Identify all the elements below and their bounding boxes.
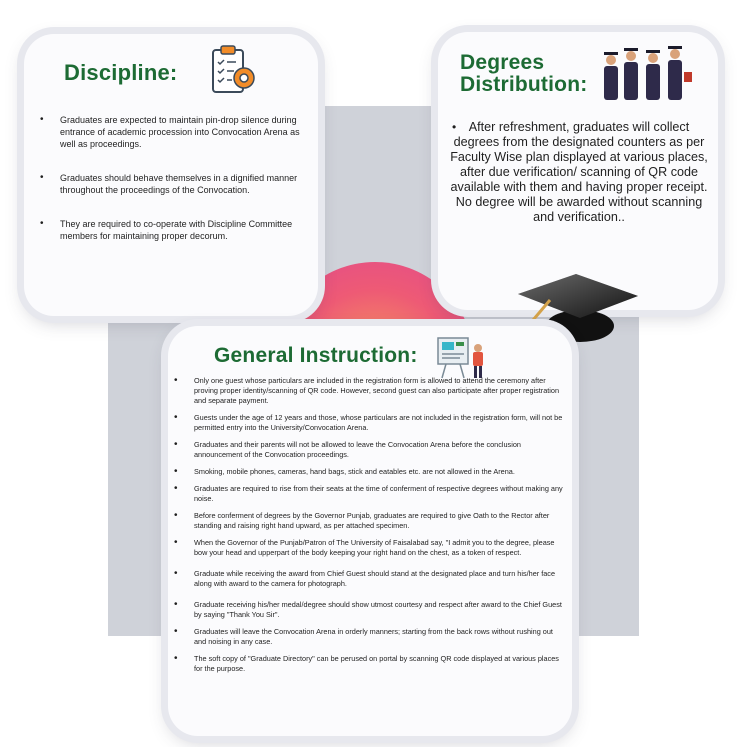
clipboard-gear-icon [210, 44, 256, 101]
general-title: General Instruction: [214, 344, 418, 367]
list-item: • When the Governor of the Punjab/Patron of The University of Faisalabad say, "I admit you to the degree, please bow your head and upperpart of the body keeping your right hand on the chest, as a token of respect. [168, 538, 566, 558]
list-item: • The soft copy of "Graduate Directory" can be perused on portal by scanning QR code displayed at various places for the purpose. [168, 654, 566, 674]
list-item: • Guests under the age of 12 years and those, whose particulars are not included in the registration form, will not be permitted entry into the University/Convocation Arena. [168, 413, 566, 433]
discipline-card [24, 34, 318, 316]
degrees-title: Degrees Distribution: [460, 51, 588, 96]
list-item: • Smoking, mobile phones, cameras, hand bags, stick and eatables etc. are not allowed in the Arena. [168, 467, 566, 477]
list-item: • They are required to co-operate with Discipline Committee members for maintaining proper decorum. [34, 218, 304, 242]
list-item: • Graduates are expected to maintain pin-drop silence during entrance of academic procession into Convocation Arena as well as proceedings. [34, 114, 304, 150]
degrees-card [438, 32, 718, 310]
list-item: • Graduates and their parents will not be allowed to leave the Convocation Arena before the conclusion announcement of the Convocation proceedings. [168, 440, 566, 460]
bullet-marker: • [452, 120, 457, 134]
list-item: • Graduate while receiving the award from Chief Guest should stand at the designated place and turn his/her face along with award to the camera for photograph. [168, 569, 566, 589]
list-item: • Graduate receiving his/her medal/degree should show utmost courtesy and respect after award to the Chief Guest by saying "Thank You Sir". [168, 600, 566, 620]
list-item: • Graduates are required to rise from their seats at the time of conferment of respective degrees without making any noise. [168, 484, 566, 504]
list-item: • Before conferment of degrees by the Governor Punjab, graduates are required to give Oath to the Rector after standing and raising right hand upward, as per attached specimen. [168, 511, 566, 531]
list-item: • Graduates will leave the Convocation Arena in orderly manners; starting from the back rows without rushing out and noising in any case. [168, 627, 566, 647]
discipline-title: Discipline: [64, 60, 178, 85]
graduates-group-icon [598, 44, 698, 111]
general-list [168, 376, 566, 681]
list-item: • Graduates should behave themselves in a dignified manner throughout the proceedings of the Convocation. [34, 172, 304, 196]
degrees-paragraph [448, 120, 710, 225]
degrees-text: After refreshment, graduates will collect degrees from the designated counters as per Faculty Wise plan displayed at various places, after due verification/ scanning of QR code available with them and having proper receipt. No degree will be awarded without scanning and verification.. [450, 120, 708, 224]
general-instruction-card [168, 326, 572, 736]
discipline-list [34, 114, 304, 264]
list-item: • Only one guest whose particulars are included in the registration form is allowed to attend the ceremony after proving proper identity/scanning of QR code. However, second guest can also participate after proper registration and separate payment. [168, 376, 566, 406]
